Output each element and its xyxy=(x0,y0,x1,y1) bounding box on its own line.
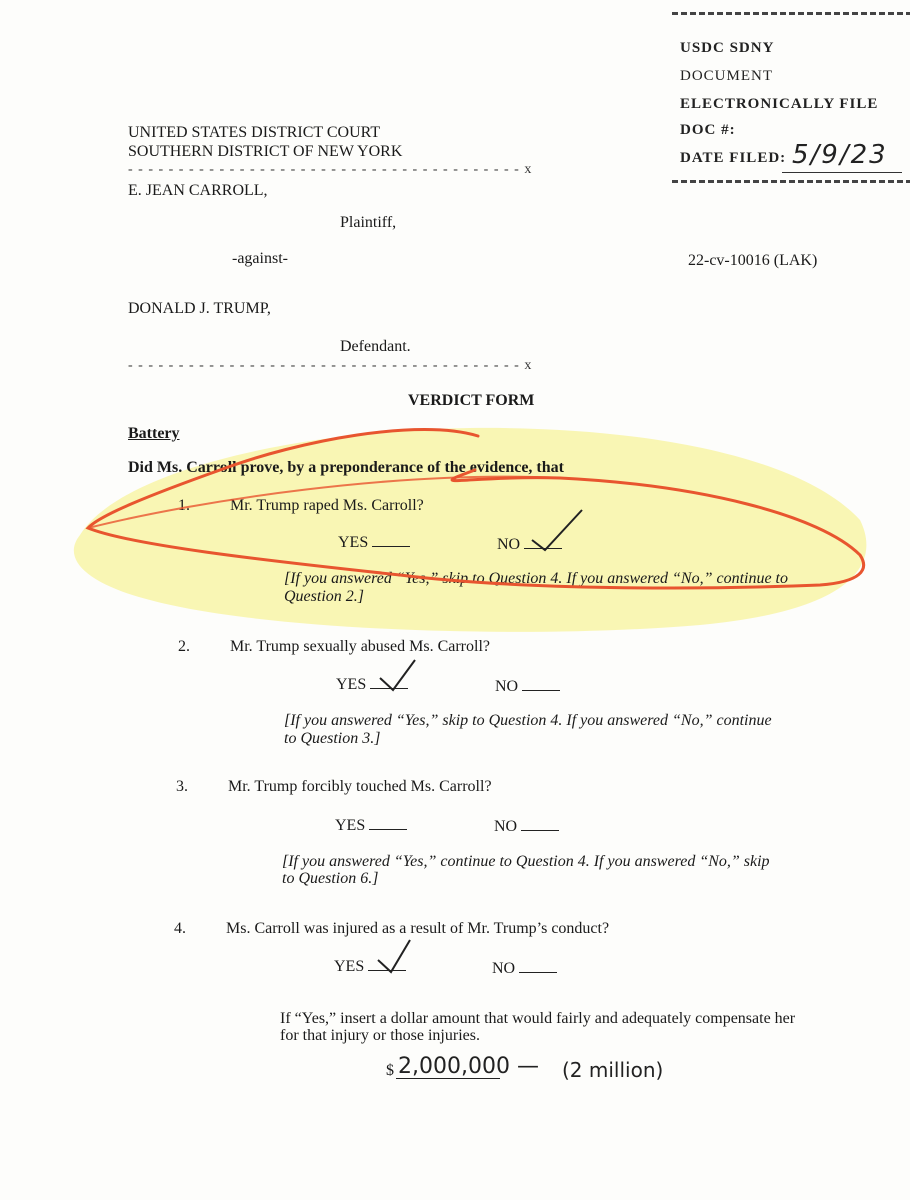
checkmark-icon xyxy=(532,510,582,550)
instruction-text-cont: to Question 6.] xyxy=(282,870,379,887)
district-name: SOUTHERN DISTRICT OF NEW YORK xyxy=(128,143,403,160)
question-number: 2. xyxy=(178,638,190,655)
no-label: NO xyxy=(494,818,518,835)
stamp-line-1: USDC SDNY xyxy=(680,40,775,56)
stamp-line-5: DATE FILED: xyxy=(680,150,787,166)
stamp-date-handwritten: 5/9/23 xyxy=(792,140,888,170)
stamp-line-4: DOC #: xyxy=(680,122,736,138)
question-text: Mr. Trump forcibly touched Ms. Carroll? xyxy=(228,778,492,795)
form-title: VERDICT FORM xyxy=(408,392,535,409)
caption-separator-bottom: - - - - - - - - - - - - - - - - - - - - - - - - - - - - - - - - - - - - - - - x xyxy=(128,358,533,373)
red-circle-mark xyxy=(88,430,864,588)
question-text: Mr. Trump sexually abused Ms. Carroll? xyxy=(230,638,490,655)
damages-amount-handwritten: 2,000,000 — xyxy=(398,1054,539,1079)
case-number: 22-cv-10016 (LAK) xyxy=(688,252,818,269)
yes-label: YES xyxy=(335,817,366,834)
no-label: NO xyxy=(497,536,521,553)
defendant-name: DONALD J. TRUMP, xyxy=(128,300,271,317)
no-label: NO xyxy=(495,678,519,695)
question-number: 1. xyxy=(178,497,190,514)
damages-instruction: If “Yes,” insert a dollar amount that would fairly and adequately compensate her xyxy=(280,1010,796,1027)
instruction-text: [If you answered “Yes,” skip to Question 4. If you answered “No,” continue xyxy=(284,712,772,729)
damages-note-handwritten: (2 million) xyxy=(562,1058,664,1082)
instruction-text-cont: to Question 3.] xyxy=(284,730,381,747)
plaintiff-label: Plaintiff, xyxy=(340,214,397,231)
checkmark-icon xyxy=(378,940,410,972)
defendant-label: Defendant. xyxy=(340,338,411,355)
section-heading: Battery xyxy=(128,425,180,442)
yes-label: YES xyxy=(334,958,365,975)
checkmark-icon xyxy=(380,660,415,690)
stamp-line-3: ELECTRONICALLY FILE xyxy=(680,96,879,112)
no-label: NO xyxy=(492,960,516,977)
instruction-text: [If you answered “Yes,” skip to Question 4. If you answered “No,” continue to xyxy=(284,570,788,587)
question-number: 4. xyxy=(174,920,186,937)
instruction-text-cont: Question 2.] xyxy=(284,588,364,605)
instruction-text: [If you answered “Yes,” continue to Question 4. If you answered “No,” skip xyxy=(282,853,770,870)
damages-instruction-cont: for that injury or those injuries. xyxy=(280,1027,480,1044)
dollar-sign: $ xyxy=(386,1062,394,1079)
against-text: -against- xyxy=(232,250,288,267)
court-name: UNITED STATES DISTRICT COURT xyxy=(128,124,381,141)
question-lead: Did Ms. Carroll prove, by a preponderance of the evidence, that xyxy=(128,459,564,476)
question-number: 3. xyxy=(176,778,188,795)
plaintiff-name: E. JEAN CARROLL, xyxy=(128,182,268,199)
question-text: Mr. Trump raped Ms. Carroll? xyxy=(230,497,424,514)
question-text: Ms. Carroll was injured as a result of Mr. Trump’s conduct? xyxy=(226,920,610,937)
caption-separator-top: - - - - - - - - - - - - - - - - - - - - - - - - - - - - - - - - - - - - - - - x xyxy=(128,162,533,177)
yes-label: YES xyxy=(336,676,367,693)
stamp-line-2: DOCUMENT xyxy=(680,68,773,84)
yes-label: YES xyxy=(338,534,369,551)
